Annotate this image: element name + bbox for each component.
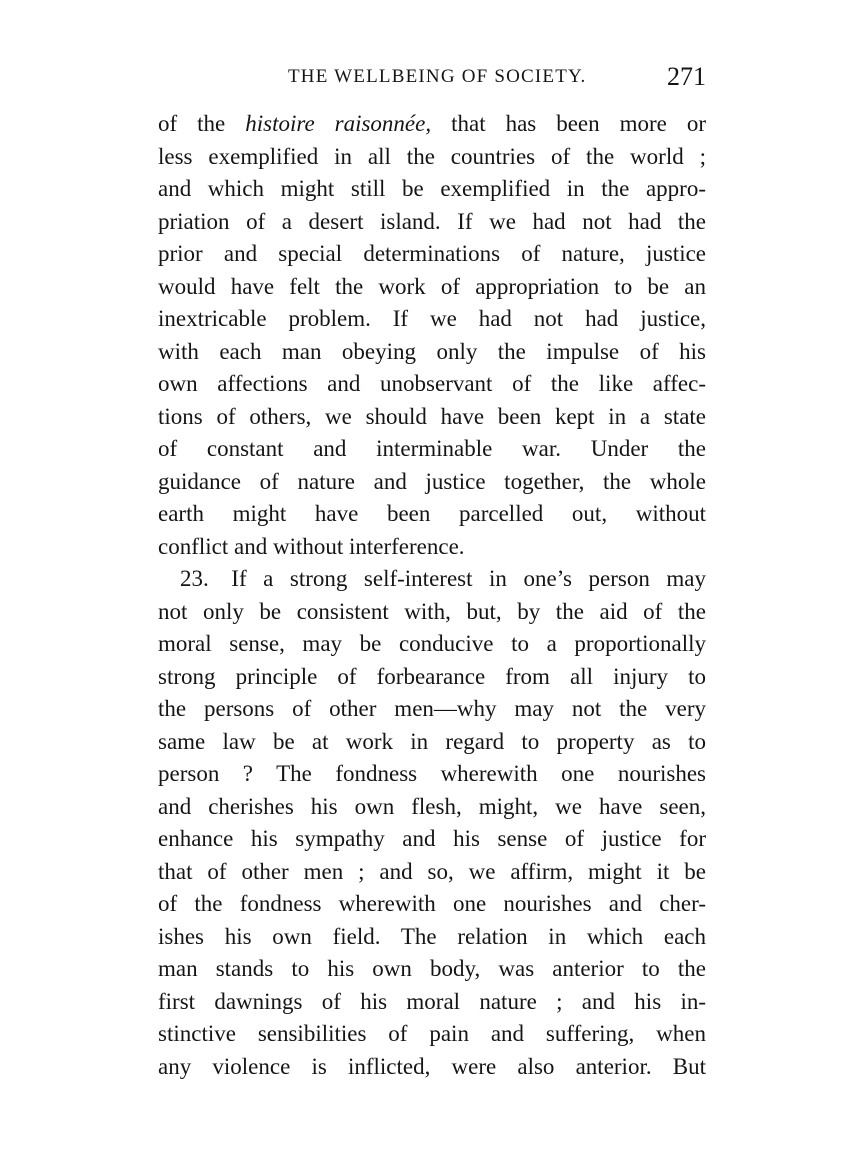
text-line: of the fondness wherewith one nourishes and cher- xyxy=(158,891,706,916)
text-line: prior and special determinations of nature, justice xyxy=(158,241,706,266)
text-line: would have felt the work of appropriation to be an xyxy=(158,273,706,299)
text-line: that of other men ; and so, we affirm, might it be xyxy=(158,858,706,884)
text-line xyxy=(158,563,706,596)
paragraph-number: 23. xyxy=(180,566,209,591)
text-line: moral sense, may be conducive to a proportionally xyxy=(158,631,706,656)
text-line: and which might still be exemplified in the appro- xyxy=(158,176,706,201)
text-line: guidance of nature and justice together, the whole xyxy=(158,468,706,494)
text-line: first dawnings of his moral nature ; and his in- xyxy=(158,988,706,1014)
text-line: conflict and without interference. xyxy=(158,533,465,559)
text-line: earth might have been parcelled out, without xyxy=(158,501,706,526)
text-line: the persons of other men—why may not the very xyxy=(158,696,706,721)
text-line: stinctive sensibilities of pain and suffering, when xyxy=(158,1021,706,1046)
text-line: inextricable problem. If we had not had justice, xyxy=(158,306,706,331)
italic-phrase: histoire raisonnée, xyxy=(245,111,432,136)
text-line: tions of others, we should have been kept in a state xyxy=(158,403,706,429)
text-line: less exemplified in all the countries of the world ; xyxy=(158,143,706,169)
text-line xyxy=(158,108,706,141)
text-segment: of the xyxy=(158,111,246,136)
text-line: ishes his own field. The relation in which each xyxy=(158,923,706,949)
text-line: man stands to his own body, was anterior to the xyxy=(158,956,706,981)
text-segment: If a strong self-interest in one’s person may xyxy=(214,566,706,591)
text-line: enhance his sympathy and his sense of justice for xyxy=(158,826,706,851)
running-head xyxy=(158,62,706,92)
page-number: 271 xyxy=(667,62,706,91)
text-line: and cherishes his own flesh, might, we have seen, xyxy=(158,793,706,819)
text-line: not only be consistent with, but, by the aid of the xyxy=(158,598,706,624)
text-line: priation of a desert island. If we had not had the xyxy=(158,208,706,234)
text-line: strong principle of forbearance from all injury to xyxy=(158,663,706,689)
text-line: of constant and interminable war. Under the xyxy=(158,436,706,461)
body-text xyxy=(158,108,706,1083)
text-line: with each man obeying only the impulse of his xyxy=(158,338,706,364)
text-segment: that has been more or xyxy=(431,111,707,136)
running-title: THE WELLBEING OF SOCIETY. xyxy=(288,66,587,87)
text-line: own affections and unobservant of the like affec- xyxy=(158,371,706,396)
text-line: person ? The fondness wherewith one nourishes xyxy=(158,761,706,786)
text-line: same law be at work in regard to property as to xyxy=(158,728,706,754)
text-line: any violence is inflicted, were also anterior. But xyxy=(158,1053,706,1079)
